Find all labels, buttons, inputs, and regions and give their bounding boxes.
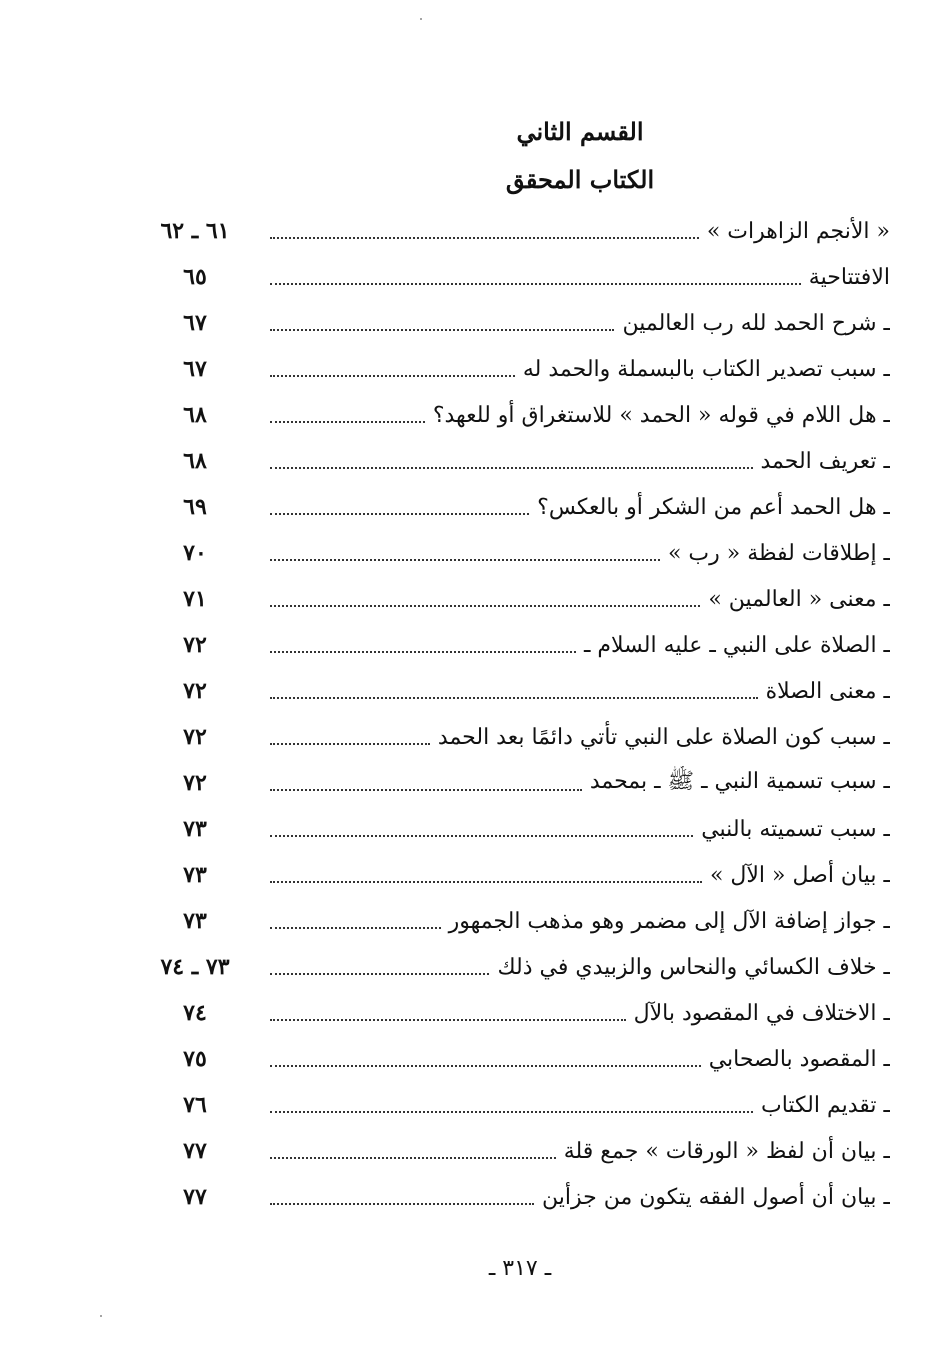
toc-entry (150, 484, 890, 530)
dot-leader (270, 373, 515, 377)
dot-leader (270, 465, 753, 469)
toc-entry-page: ٧٥ (183, 1046, 207, 1072)
toc-entry (150, 714, 890, 760)
toc-entry-page: ٦٧ (183, 310, 207, 336)
toc-entry-page: ٧٠ (183, 540, 207, 566)
toc-entry-page: ٧٣ (183, 908, 207, 934)
dot-leader (270, 1109, 753, 1113)
dot-leader (270, 649, 576, 653)
dot-leader (270, 787, 582, 791)
dot-leader (270, 695, 758, 699)
toc-entry-title: ـ خلاف الكسائي والنحاس والزبيدي في ذلك (489, 955, 890, 980)
dot-leader (270, 419, 425, 423)
toc-entry-page: ٧٤ (183, 1000, 207, 1026)
toc-entry (150, 392, 890, 438)
toc-entry (150, 208, 890, 254)
toc-entry-title: ـ معنى « العالمين » (700, 587, 890, 612)
toc-entry (150, 990, 890, 1036)
toc-entry-title: الافتتاحية (801, 265, 890, 290)
toc-entry (150, 438, 890, 484)
toc-entry (150, 1174, 890, 1220)
dot-leader (270, 1017, 626, 1021)
toc-entry-page: ٧٧ (183, 1138, 207, 1164)
dot-leader (270, 603, 700, 607)
dot-leader (270, 1201, 534, 1205)
table-of-contents (150, 208, 890, 1220)
section-title: القسم الثاني (516, 117, 644, 146)
dot-leader (270, 1155, 556, 1159)
toc-entry (150, 898, 890, 944)
dot-leader (270, 557, 660, 561)
dot-leader (270, 741, 430, 745)
toc-entry-title: « الأنجم الزاهرات » (699, 219, 890, 244)
toc-entry-title: ـ هل اللام في قوله « الحمد » للاستغراق أو للعهد؟ (425, 403, 890, 428)
dot-leader (270, 833, 693, 837)
toc-entry (150, 1128, 890, 1174)
toc-entry-page: ٧٢ (183, 724, 207, 750)
toc-entry-page: ٧١ (183, 586, 207, 612)
toc-entry-title: ـ تقديم الكتاب (753, 1093, 890, 1118)
toc-entry-page: ٧٣ (183, 862, 207, 888)
toc-entry-page: ٧٧ (183, 1184, 207, 1210)
dot-leader (270, 235, 699, 239)
toc-entry-page: ٦١ ـ ٦٢ (160, 218, 230, 244)
toc-entry-title: ـ معنى الصلاة (758, 679, 890, 704)
toc-entry-title: ـ سبب كون الصلاة على النبي تأتي دائمًا بعد الحمد (430, 725, 890, 750)
scan-speck (100, 1315, 102, 1317)
dot-leader (270, 327, 614, 331)
toc-entry (150, 668, 890, 714)
toc-entry-title: ـ بيان أن أصول الفقه يتكون من جزأين (534, 1185, 890, 1210)
toc-entry (150, 576, 890, 622)
toc-entry-title: ـ سبب تسمية النبي ـ ﷺ ـ بمحمد (582, 767, 890, 799)
toc-entry (150, 300, 890, 346)
toc-entry-page: ٦٨ (183, 448, 207, 474)
toc-entry-title: ـ جواز إضافة الآل إلى مضمر وهو مذهب الجمهور (441, 909, 890, 934)
toc-entry-page: ٦٥ (183, 264, 207, 290)
toc-entry-title: ـ شرح الحمد لله رب العالمين (614, 311, 890, 336)
toc-entry-page: ٧٦ (183, 1092, 207, 1118)
toc-entry-title: ـ الصلاة على النبي ـ عليه السلام ـ (576, 633, 890, 658)
toc-entry-page: ٧٢ (183, 678, 207, 704)
toc-entry (150, 1082, 890, 1128)
toc-entry (150, 530, 890, 576)
toc-entry-title: ـ الاختلاف في المقصود بالآل (626, 1001, 890, 1026)
toc-entry-title: ـ تعريف الحمد (753, 449, 891, 474)
toc-entry-title: ـ بيان أصل « الآل » (702, 863, 890, 888)
toc-entry (150, 944, 890, 990)
toc-entry (150, 806, 890, 852)
toc-entry (150, 254, 890, 300)
toc-entry-title: ـ سبب تسميته بالنبي (693, 817, 890, 842)
toc-entry (150, 622, 890, 668)
page-number: ـ ٣١٧ ـ (488, 1256, 552, 1281)
dot-leader (270, 1063, 701, 1067)
dot-leader (270, 925, 441, 929)
toc-entry-page: ٦٧ (183, 356, 207, 382)
toc-entry (150, 852, 890, 898)
toc-entry-title: ـ المقصود بالصحابي (701, 1047, 890, 1072)
toc-entry-title: ـ بيان أن لفظ « الورقات » جمع قلة (556, 1139, 890, 1164)
toc-entry (150, 1036, 890, 1082)
dot-leader (270, 971, 489, 975)
toc-entry-title: ـ إطلاقات لفظة « رب » (660, 541, 890, 566)
toc-entry-page: ٧٢ (183, 632, 207, 658)
toc-entry-title: ـ سبب تصدير الكتاب بالبسملة والحمد له (515, 357, 890, 382)
toc-entry (150, 346, 890, 392)
toc-entry-page: ٦٨ (183, 402, 207, 428)
toc-entry-page: ٧٣ ـ ٧٤ (160, 954, 230, 980)
toc-entry-page: ٦٩ (183, 494, 207, 520)
dot-leader (270, 511, 529, 515)
toc-entry-page: ٧٢ (183, 770, 207, 796)
dot-leader (270, 879, 702, 883)
toc-entry-title: ـ هل الحمد أعم من الشكر أو بالعكس؟ (529, 495, 890, 520)
dot-leader (270, 281, 801, 285)
toc-entry-page: ٧٣ (183, 816, 207, 842)
toc-entry (150, 760, 890, 806)
scan-speck (420, 18, 422, 20)
book-title: الكتاب المحقق (505, 165, 655, 194)
